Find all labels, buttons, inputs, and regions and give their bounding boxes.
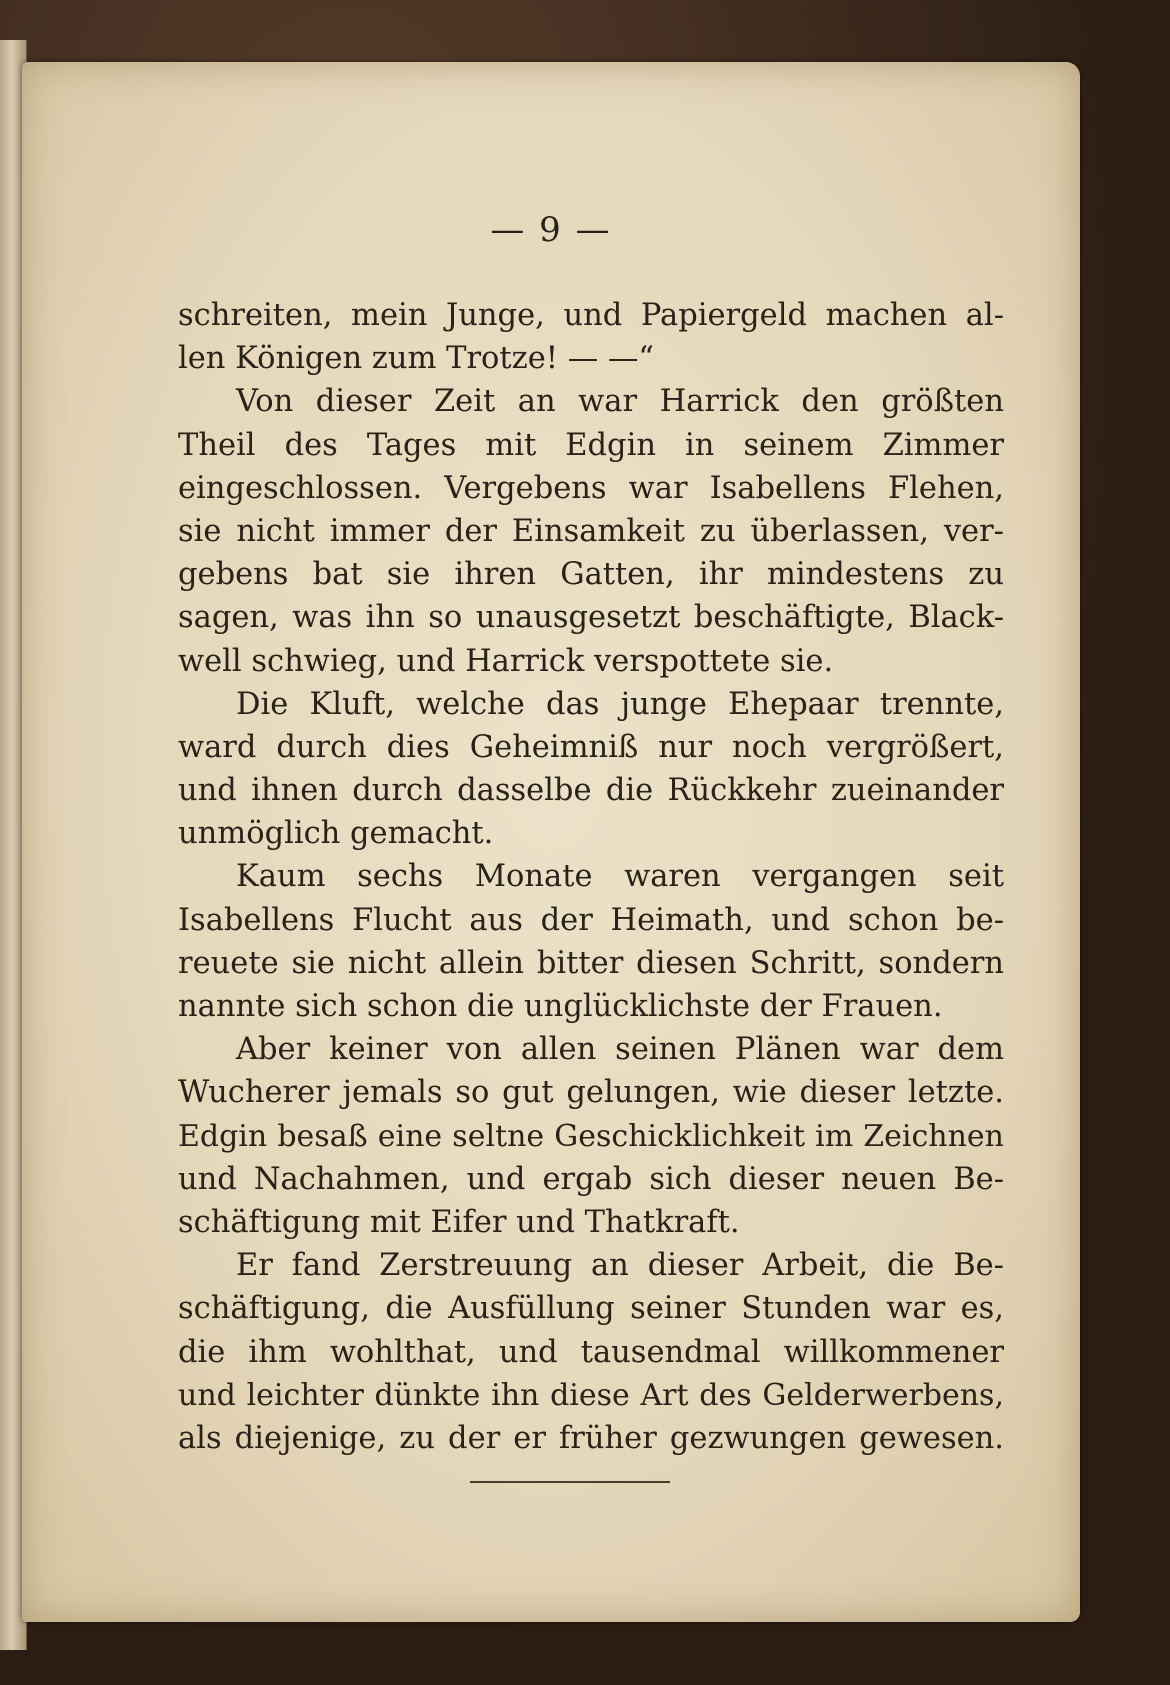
text-line: und leichter dünkte ihn diese Art des Gelderwerbens, (178, 1377, 1004, 1413)
text-line: Kaum sechs Monate waren vergangen seit (236, 859, 1004, 895)
footer-rule (470, 1481, 670, 1483)
text-line: unmöglich gemacht. (178, 816, 494, 852)
text-line: Von dieser Zeit an war Harrick den größten (236, 384, 1004, 420)
text-line: gebens bat sie ihren Gatten, ihr mindestens zu (178, 557, 1004, 593)
text-line: Er fand Zerstreuung an dieser Arbeit, die Be- (236, 1248, 1004, 1284)
text-line: sagen, was ihn so unausgesetzt beschäftigte, Black- (178, 600, 1004, 636)
text-line: len Königen zum Trotze! — —“ (178, 341, 655, 377)
text-line: Isabellens Flucht aus der Heimath, und schon be- (178, 902, 1004, 938)
text-line: Wucherer jemals so gut gelungen, wie dieser letzte. (178, 1075, 1004, 1111)
text-line: Aber keiner von allen seinen Plänen war dem (236, 1032, 1004, 1068)
text-line: schäftigung mit Eifer und Thatkraft. (178, 1204, 740, 1240)
text-line: eingeschlossen. Vergebens war Isabellens Flehen, (178, 470, 1004, 506)
text-line: reuete sie nicht allein bitter diesen Schritt, sondern (178, 945, 1004, 981)
text-line: und Nachahmen, und ergab sich dieser neuen Be- (178, 1161, 1004, 1197)
text-line: schäftigung, die Ausfüllung seiner Stunden war es, (178, 1291, 1004, 1327)
book-page (22, 62, 1080, 1622)
page-number: — 9 — (490, 210, 612, 250)
text-line: und ihnen durch dasselbe die Rückkehr zueinander (178, 773, 1004, 809)
text-line: Theil des Tages mit Edgin in seinem Zimmer (178, 427, 1004, 463)
text-line: nannte sich schon die unglücklichste der Frauen. (178, 989, 943, 1024)
body-text (178, 294, 1004, 1460)
text-line: well schwieg, und Harrick verspottete sie. (178, 643, 834, 679)
text-line: ward durch dies Geheimniß nur noch vergrößert, (178, 729, 1004, 765)
text-line: die ihm wohlthat, und tausendmal willkommener (178, 1334, 1004, 1370)
text-line: sie nicht immer der Einsamkeit zu überlassen, ver- (178, 513, 1004, 549)
text-line: Die Kluft, welche das junge Ehepaar trennte, (236, 686, 1004, 722)
text-line: als diejenige, zu der er früher gezwungen gewesen. (178, 1420, 1004, 1456)
text-line: schreiten, mein Junge, und Papiergeld machen al- (178, 298, 1004, 333)
text-line: Edgin besaß eine seltne Geschicklichkeit im Zeichnen (178, 1118, 1004, 1154)
